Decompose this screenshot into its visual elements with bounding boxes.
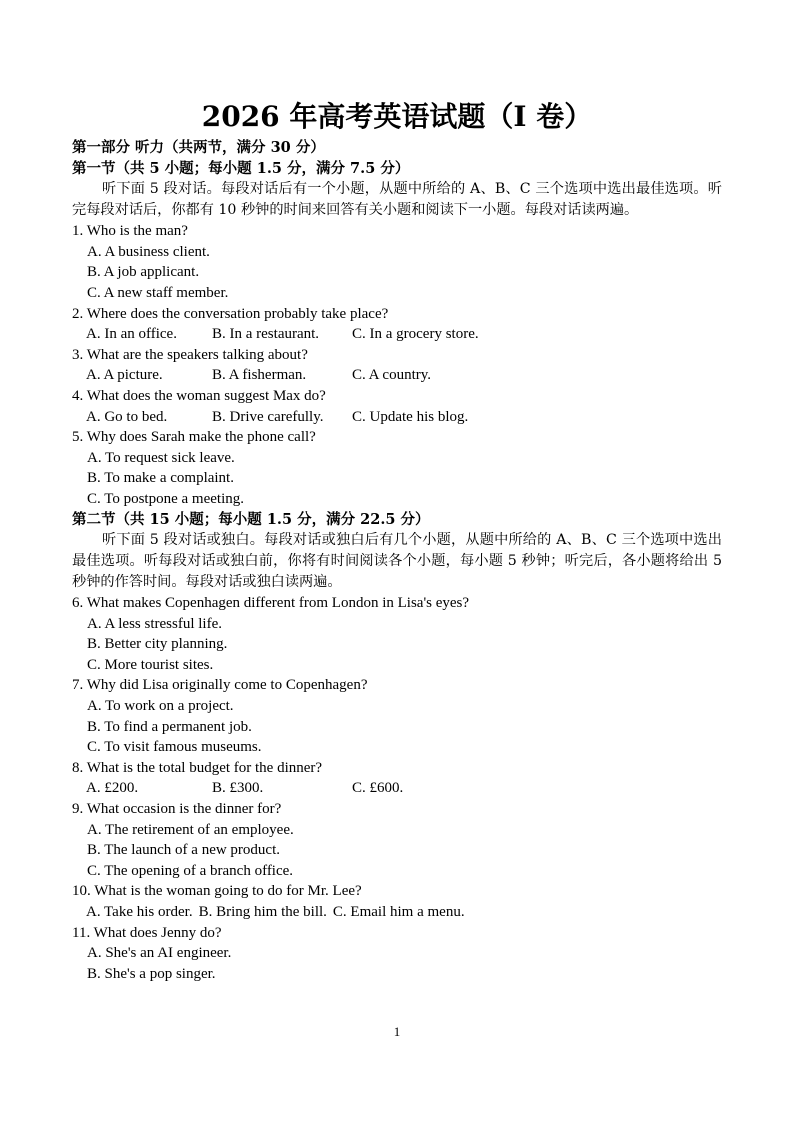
question-7: 7. Why did Lisa originally come to Copenhagen? xyxy=(72,677,368,694)
q3-option-c: C. A country. xyxy=(352,367,432,384)
q11-option-a: A. She's an AI engineer. xyxy=(87,945,232,962)
q2-options xyxy=(72,324,722,345)
q4-option-c: C. Update his blog. xyxy=(352,408,469,425)
section2-heading: 第二节（共 15 小题；每小题 1.5 分，满分 22.5 分） xyxy=(72,510,430,528)
q4-option-b: B. Drive carefully. xyxy=(212,408,324,425)
q4-options xyxy=(72,407,722,428)
q4-option-a: A. Go to bed. xyxy=(86,408,168,425)
q6-option-a: A. A less stressful life. xyxy=(87,615,222,632)
question-3: 3. What are the speakers talking about? xyxy=(72,346,308,363)
q11-option-b: B. She's a pop singer. xyxy=(87,965,216,982)
section1-instructions: 听下面 5 段对话。每段对话后有一个小题，从题中所给的 A、B、C 三个选项中选出最佳选项。听完每段对话后，你都有 10 秒钟的时间来回答有关小题和阅读下一小题。每段对话读两遍。 xyxy=(72,181,722,219)
q7-option-b: B. To find a permanent job. xyxy=(87,718,252,735)
part1-heading: 第一部分 听力（共两节，满分 30 分） xyxy=(72,139,325,156)
section1-heading: 第一节（共 5 小题；每小题 1.5 分，满分 7.5 分） xyxy=(72,159,410,177)
question-5: 5. Why does Sarah make the phone call? xyxy=(72,429,316,446)
q7-option-a: A. To work on a project. xyxy=(87,698,234,715)
q8-option-a: A. £200. xyxy=(86,780,139,797)
question-2: 2. Where does the conversation probably take place? xyxy=(72,305,389,322)
question-11: 11. What does Jenny do? xyxy=(72,924,222,941)
q3-options xyxy=(72,365,722,386)
question-8: 8. What is the total budget for the dinner? xyxy=(72,759,323,776)
q1-option-b: B. A job applicant. xyxy=(87,264,200,281)
q5-option-c: C. To postpone a meeting. xyxy=(87,490,244,507)
q2-option-c: C. In a grocery store. xyxy=(352,326,479,343)
q1-option-c: C. A new staff member. xyxy=(87,284,229,301)
q6-option-c: C. More tourist sites. xyxy=(87,656,214,673)
q3-option-a: A. A picture. xyxy=(86,367,163,384)
q6-option-b: B. Better city planning. xyxy=(87,636,228,653)
q10-option-b: B. Bring him the bill. xyxy=(198,904,327,920)
q2-option-a: A. In an office. xyxy=(86,326,177,343)
section2-instructions: 听下面 5 段对话或独白。每段对话或独白后有几个小题，从题中所给的 A、B、C 三个选项中选出最佳选项。听每段对话或独白前，你将有时间阅读各个小题，每小题 5 秒钟；听完后，各小题将给出 5 秒钟的作答时间。每段对话或独白读两遍。 xyxy=(72,532,722,591)
q8-options xyxy=(72,778,722,799)
q8-option-b: B. £300. xyxy=(212,780,264,797)
q2-option-b: B. In a restaurant. xyxy=(212,326,320,343)
q1-option-a: A. A business client. xyxy=(87,243,210,260)
question-4: 4. What does the woman suggest Max do? xyxy=(72,387,326,404)
exam-title: 2026 年高考英语试题（I 卷） xyxy=(201,100,593,133)
q9-option-a: A. The retirement of an employee. xyxy=(87,821,294,838)
q10-option-c: C. Email him a menu. xyxy=(332,904,465,920)
q10-option-a: A. Take his order. xyxy=(86,904,193,920)
q5-option-a: A. To request sick leave. xyxy=(87,449,235,466)
q5-option-b: B. To make a complaint. xyxy=(87,470,234,487)
question-10: 10. What is the woman going to do for Mr. Lee? xyxy=(72,883,362,900)
q3-option-b: B. A fisherman. xyxy=(212,367,307,384)
question-6: 6. What makes Copenhagen different from London in Lisa's eyes? xyxy=(72,595,470,612)
exam-page xyxy=(72,100,722,984)
q8-option-c: C. £600. xyxy=(352,780,404,797)
page-number: 1 xyxy=(393,1024,401,1039)
q10-options xyxy=(72,902,722,923)
question-1: 1. Who is the man? xyxy=(72,223,188,240)
q9-option-b: B. The launch of a new product. xyxy=(87,842,281,859)
q7-option-c: C. To visit famous museums. xyxy=(87,739,262,756)
question-9: 9. What occasion is the dinner for? xyxy=(72,801,282,818)
q9-option-c: C. The opening of a branch office. xyxy=(87,862,294,879)
